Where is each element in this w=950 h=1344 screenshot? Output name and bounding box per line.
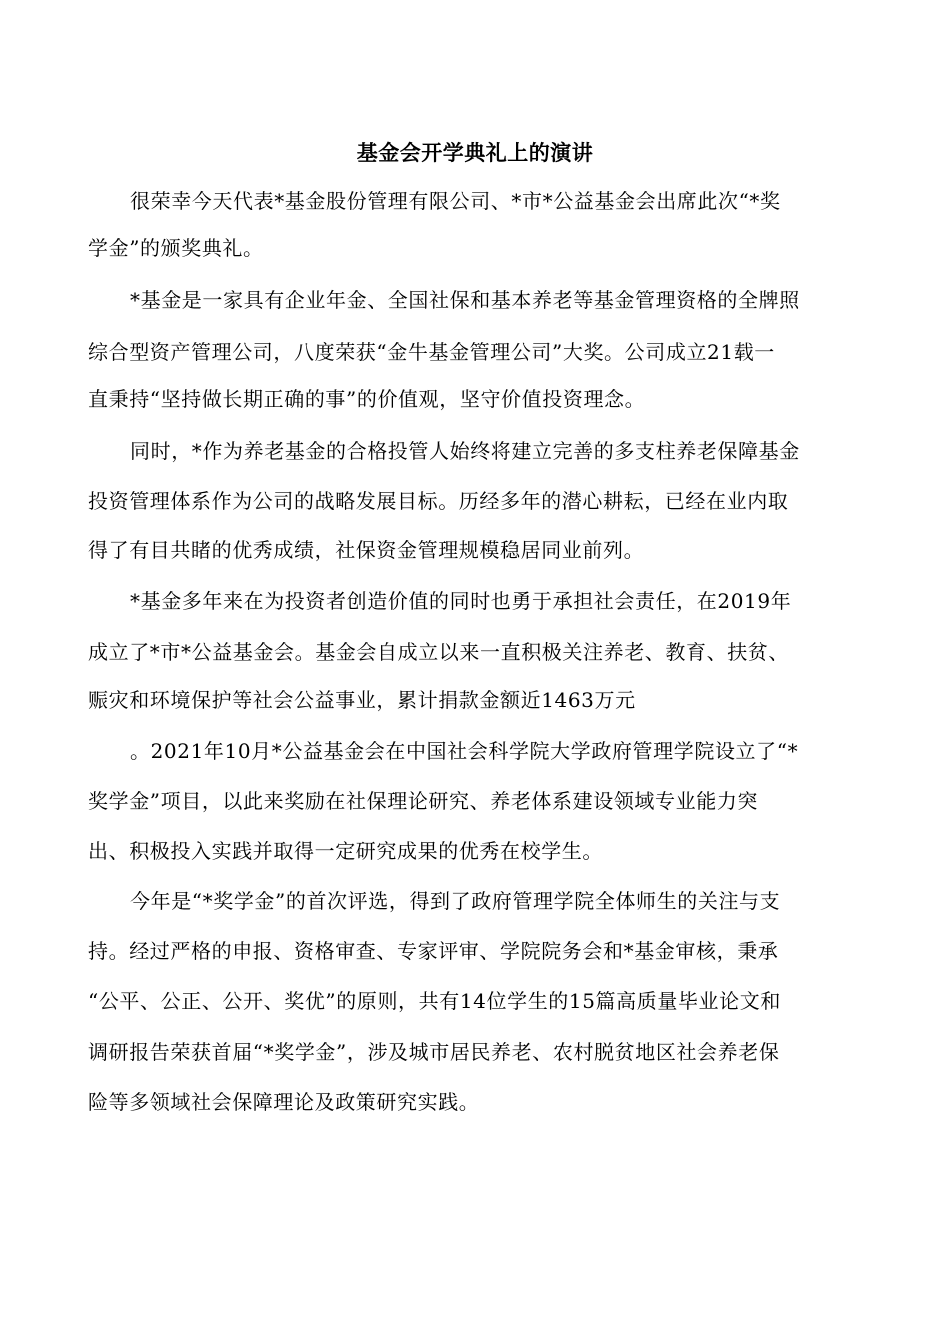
paragraph-line: 成立了*市*公益基金会。基金会自成立以来一直积极关注养老、教育、扶贫、 <box>88 640 789 664</box>
paragraph-line: 很荣幸今天代表*基金股份管理有限公司、*市*公益基金会出席此次“*奖 <box>130 189 781 213</box>
paragraph-line: *基金是一家具有企业年金、全国社保和基本养老等基金管理资格的全牌照 <box>130 288 800 312</box>
paragraph-line: 投资管理体系作为公司的战略发展目标。历经多年的潜心耕耘，已经在业内取 <box>88 489 789 513</box>
paragraph-line: 今年是“*奖学金”的首次评选，得到了政府管理学院全体师生的关注与支 <box>130 889 781 913</box>
paragraph-line: 综合型资产管理公司，八度荣获“金牛基金管理公司”大奖。公司成立21载一 <box>88 340 775 364</box>
paragraph-line: 。2021年10月*公益基金会在中国社会科学院大学政府管理学院设立了“* <box>130 739 799 763</box>
document-title: 基金会开学典礼上的演讲 <box>356 140 594 165</box>
paragraph-line: “公平、公正、公开、奖优”的原则，共有14位学生的15篇高质量毕业论文和 <box>88 989 781 1013</box>
paragraph-line: 学金”的颁奖典礼。 <box>88 236 264 260</box>
paragraph-line: 赈灾和环境保护等社会公益事业，累计捐款金额近1463万元 <box>88 688 636 712</box>
paragraph-line: *基金多年来在为投资者创造价值的同时也勇于承担社会责任，在2019年 <box>130 589 792 613</box>
paragraph-line: 同时，*作为养老基金的合格投管人始终将建立完善的多支柱养老保障基金 <box>130 439 800 463</box>
paragraph-line: 得了有目共睹的优秀成绩，社保资金管理规模稳居同业前列。 <box>88 538 645 562</box>
paragraph-line: 奖学金”项目，以此来奖励在社保理论研究、养老体系建设领域专业能力突 <box>88 789 759 813</box>
paragraph-line: 出、积极投入实践并取得一定研究成果的优秀在校学生。 <box>88 839 603 863</box>
paragraph-line: 调研报告荣获首届“*奖学金”，涉及城市居民养老、农村脱贫地区社会养老保 <box>88 1040 780 1064</box>
paragraph-line: 直秉持“坚持做长期正确的事”的价值观，坚守价值投资理念。 <box>88 387 646 411</box>
paragraph-line: 持。经过严格的申报、资格审查、专家评审、学院院务会和*基金审核，秉承 <box>88 939 779 963</box>
paragraph-line: 险等多领域社会保障理论及政策研究实践。 <box>88 1090 480 1114</box>
